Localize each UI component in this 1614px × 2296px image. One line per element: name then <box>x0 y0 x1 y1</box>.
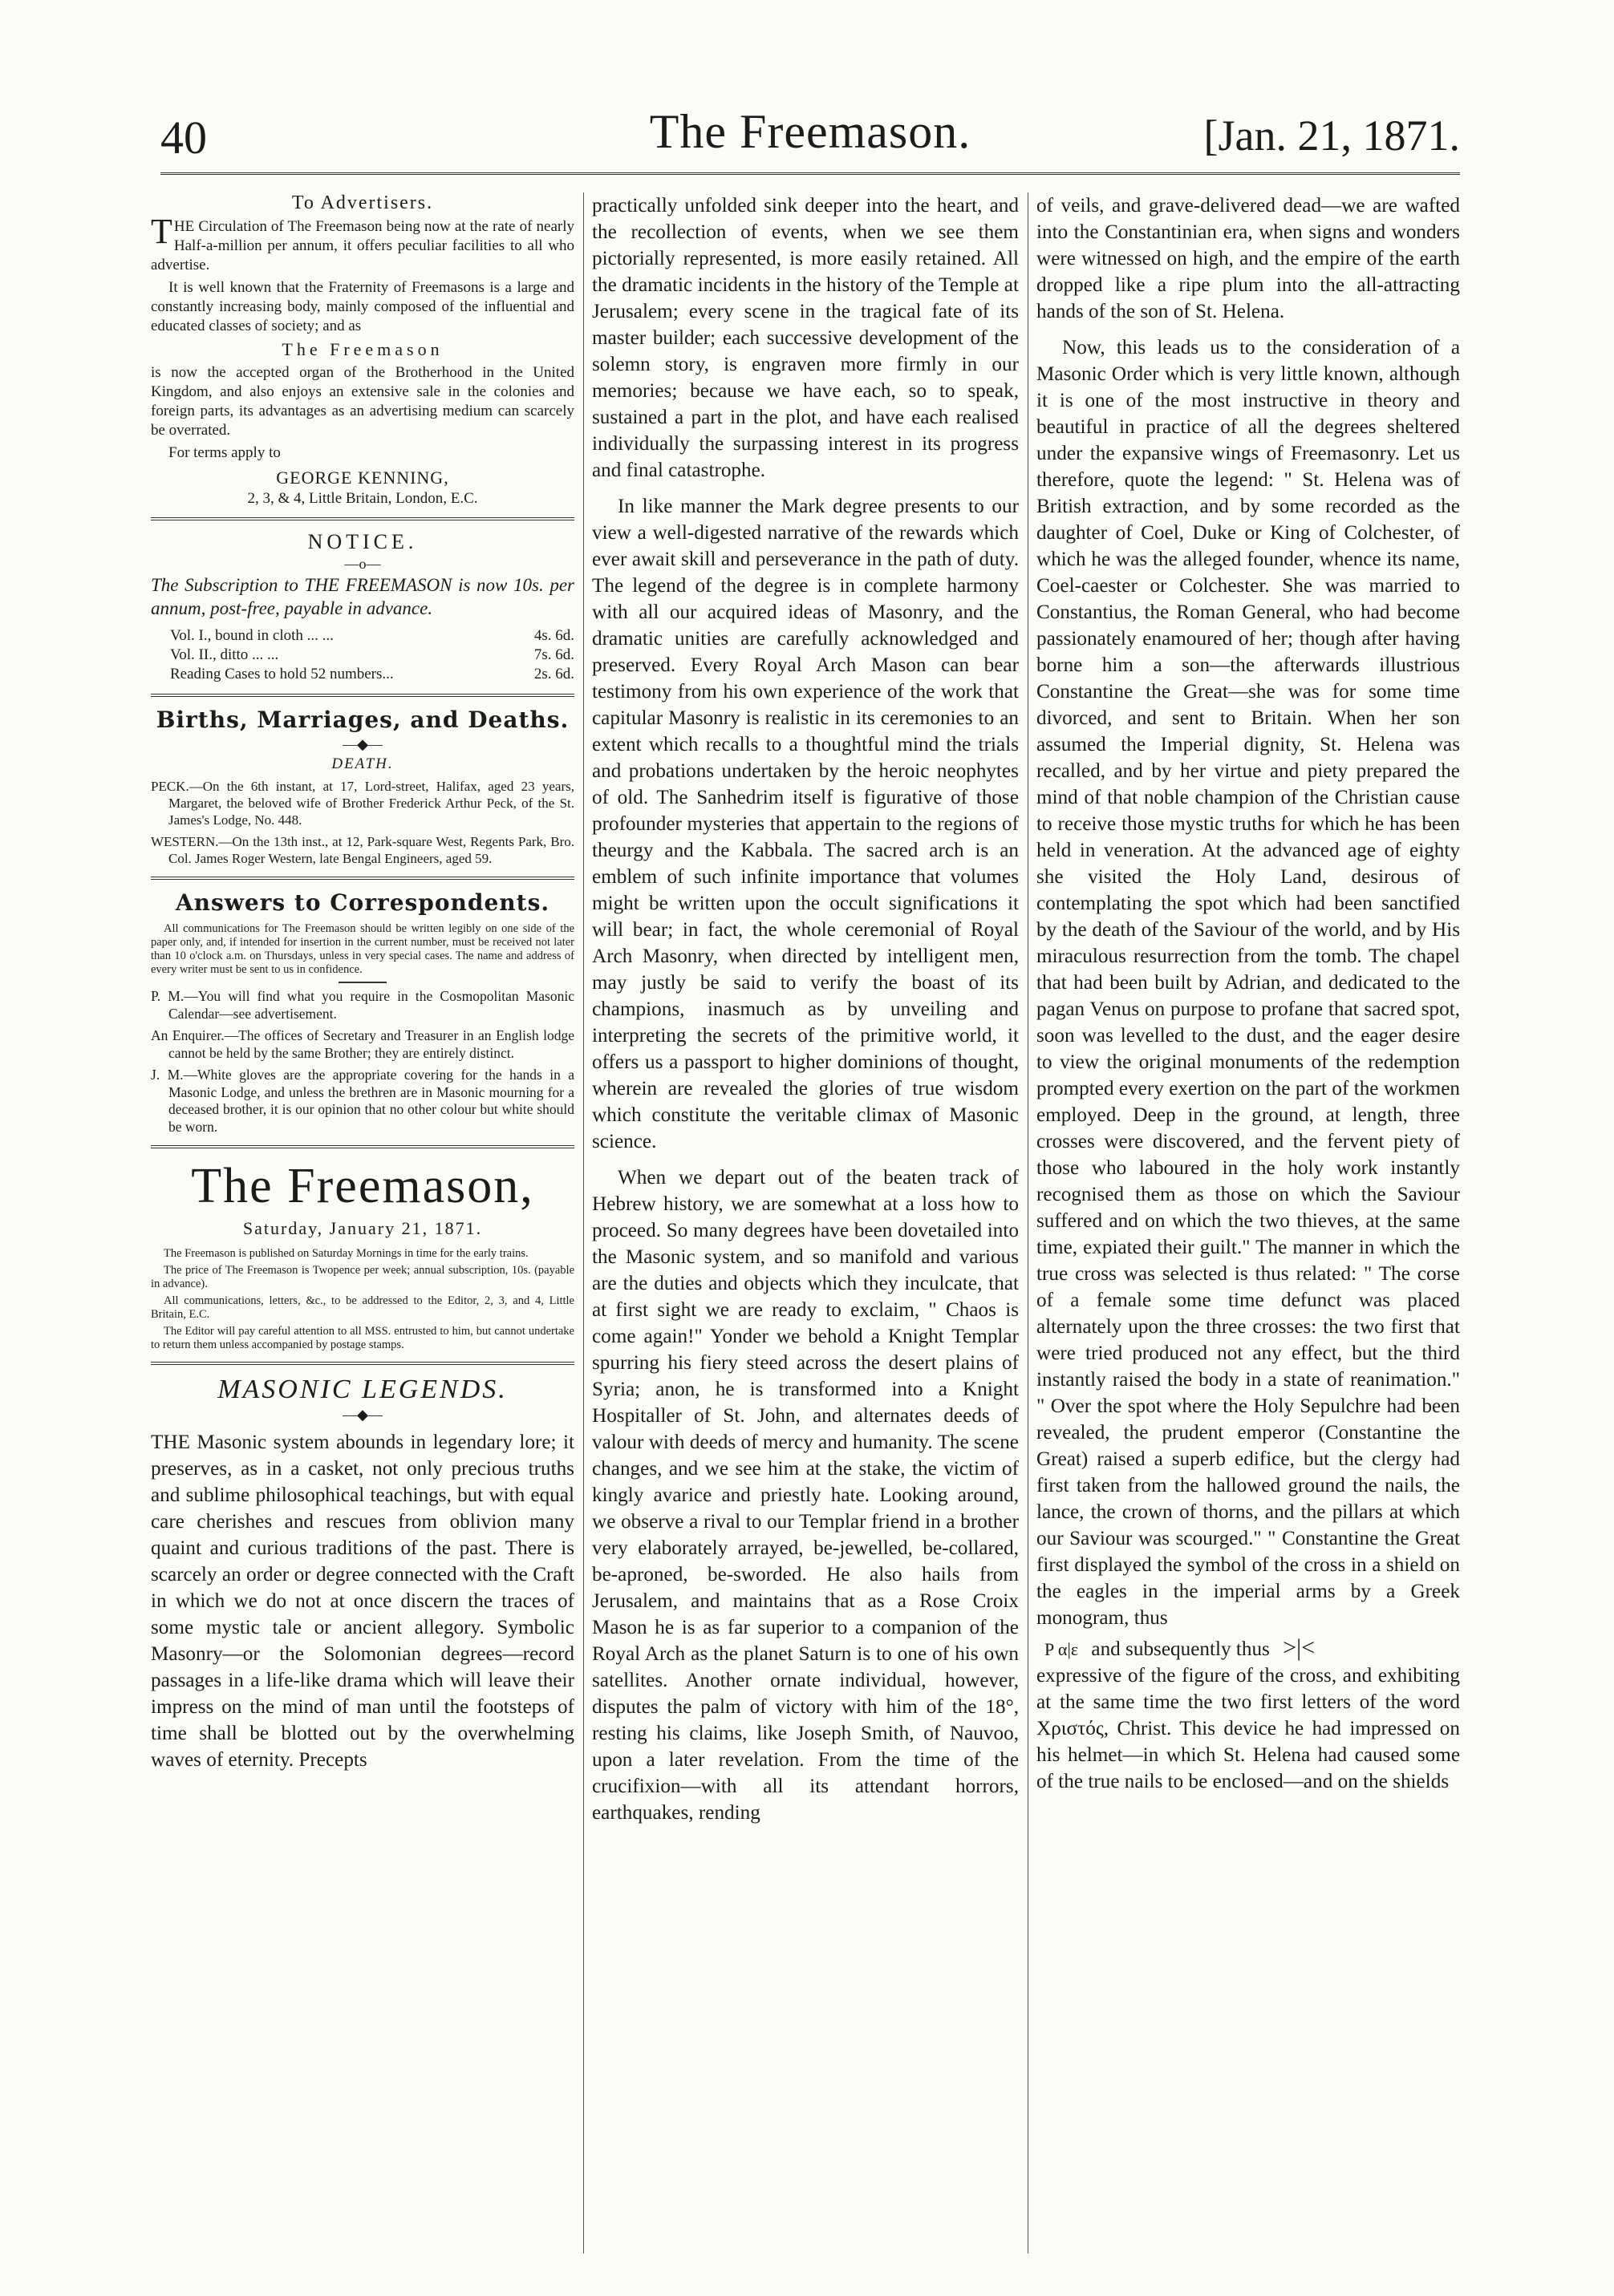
death-notice: WESTERN.—On the 13th inst., at 12, Park-square West, Regents Park, Bro. Col. James Roger Western, late Bengal Engineers, aged 59. <box>151 834 574 866</box>
answers-title: Answers to Correspondents. <box>175 889 550 916</box>
masthead <box>160 104 1460 168</box>
price-label: Vol. I., bound in cloth ... ... <box>170 627 334 644</box>
masthead-date: [Jan. 21, 1871. <box>1203 111 1460 160</box>
notice-ornament: —o— <box>344 556 381 572</box>
paper-note: The Freemason is published on Saturday Mornings in time for the early trains. <box>164 1247 529 1260</box>
births-ornament: —◆— <box>343 736 383 752</box>
column-3 <box>1036 192 1460 1795</box>
paper-section <box>151 1158 574 1352</box>
chi-rho-monogram-1: P α|ε <box>1044 1639 1079 1659</box>
answers-intro: All communications for The Freemason should be written legibly on one side of the paper only, and, if intended for insertion in the current number, must be received not later than 10 o'clock a.m. on Thursdays, unless in very special cases. The name and address of every writer must be sent to us in confidence. <box>151 922 574 976</box>
death-notice: PECK.—On the 6th instant, at 17, Lord-street, Halifax, aged 23 years, Margaret, the beloved wife of Brother Frederick Arthur Peck, of the St. James's Lodge, No. 448. <box>151 779 574 828</box>
section-rule <box>151 1362 574 1365</box>
advertisers-freemason-name: The Freemason <box>282 339 444 359</box>
advertisers-title: To Advertisers. <box>291 192 434 213</box>
page-number: 40 <box>160 111 207 164</box>
article-paragraph: of veils, and grave-delivered dead—we are wafted into the Constantinian era, when signs and wonders were witnessed on high, and the empire of the earth dropped like a ripe plum into the all-attracting hands of the son of St. Helena. <box>1036 195 1460 322</box>
births-section <box>151 707 574 867</box>
price-label: Reading Cases to hold 52 numbers... <box>170 666 394 682</box>
column-1 <box>151 192 574 1773</box>
advertisers-section <box>151 192 574 508</box>
price-value: 4s. 6d. <box>533 627 574 644</box>
paper-note: All communications, letters, &c., to be addressed to the Editor, 2, 3, and 4, Little Britain, E.C. <box>151 1294 574 1321</box>
monogram-line <box>1036 1634 1460 1662</box>
notice-section <box>151 530 574 684</box>
advertisers-contact: GEORGE KENNING, <box>276 468 449 488</box>
price-value: 2s. 6d. <box>533 666 574 682</box>
answer-entry: P. M.—You will find what you require in the Cosmopolitan Masonic Calendar—see advertisement. <box>151 988 574 1022</box>
subscription-prices <box>151 626 574 684</box>
subscription-text: The Subscription to THE FREEMASON is now 10s. per annum, post-free, payable in advance. <box>151 575 574 618</box>
section-rule <box>151 694 574 697</box>
price-label: Vol. II., ditto ... ... <box>170 646 279 663</box>
notice-title: NOTICE. <box>307 530 418 553</box>
column-divider <box>583 192 584 2253</box>
paper-title: The Freemason, <box>191 1159 534 1213</box>
advertisers-paragraph: It is well known that the Fraternity of Freemasons is a large and constantly increasing body, mainly composed of the influential and educated classes of society; and as <box>151 279 574 334</box>
section-rule <box>151 1145 574 1148</box>
advertisers-paragraph: For terms apply to <box>168 444 281 461</box>
legends-section <box>151 1375 574 1773</box>
births-title: Births, Marriages, and Deaths. <box>156 707 570 733</box>
article-paragraph: Now, this leads us to the consideration of a Masonic Order which is very little known, although it is one of the most instructive in theory and beautiful in practice of all the degrees sheltered under the expansive wings of Freemasonry. Let us therefore, quote the legend: " St. Helena was of British extraction, and by some recorded as the daughter of Coel, Duke or King of Colchester, of which he was the alleged founder, whence its name, Coel-caester or Colchester. She was married to Constantius, the Roman General, who had become passionately enamoured of her; though after having borne him a son—the afterwards illustrious Constantine the Great—she was for some time divorced, and sent to Britain. When her son assumed the Imperial dignity, St. Helena was recalled, and by her virtue and piety prepared the mind of that noble champion of the Christian cause to receive those mystic truths for which he has been held in veneration. At the advanced age of eighty she visited the Holy Land, desirous of contemplating the spot which had been sanctified by the death of the Saviour of the world, and by His miraculous resurrection from the tomb. The chapel that had been built by Adrian, and dedicated to the pagan Venus on purpose to profane that sacred spot, soon was levelled to the dust, and the eager desire to view the original monuments of the redemption prompted every exertion on the part of the workmen employed. Deep in the ground, at length, three crosses were discovered, and the fervent piety of those who laboured in the holy work instantly recognised them as those on which the Saviour suffered and on which the two thieves, at the same time, expiated their guilt." The manner in which the true cross was selected is thus related: " The corse of a female some time defunct was placed alternately upon the three crosses: the two first that were tried produced not any effect, but the third instantly raised the body in a state of reanimation." " Over the spot where the Holy Sepulchre had been revealed, the prudent emperor (Constantine the Great) raised a superb edifice, but the clergy had first taken from the hallowed ground the nails, the lance, the crown of thorns, and the pillars at which our Saviour was scourged." " Constantine the Great first displayed the symbol of the cross in a shield on the eagles in the imperial arms by a Greek monogram, thus <box>1036 337 1460 1629</box>
answers-section <box>151 889 574 1136</box>
paper-note: The Editor will pay careful attention to all MSS. entrusted to him, but cannot undertake to return them unless accompanied by postage stamps. <box>151 1325 574 1351</box>
column-2 <box>592 192 1019 1826</box>
price-row <box>151 646 574 665</box>
legends-ornament: —◆— <box>343 1407 383 1423</box>
advertisers-address: 2, 3, & 4, Little Britain, London, E.C. <box>247 490 478 507</box>
article-paragraph: practically unfolded sink deeper into the heart, and the recollection of events, when we see them pictorially represented, is more easily retained. All the dramatic incidents in the history of the Temple at Jerusalem; every scene in the tragical fate of its master builder; each successive development of the solemn story, is engraven more firmly in our memories; because we have each, so to speak, sustained a part in the plot, and have each realised individually the surpassing interest in its progress and final catastrophe. <box>592 195 1019 481</box>
masthead-title: The Freemason. <box>649 105 971 158</box>
advertisers-paragraph: is now the accepted organ of the Brotherhood in the United Kingdom, and also enjoys an extensive sale in the colonies and foreign parts, its advantages as an advertising medium can scarcely be overrated. <box>151 364 574 439</box>
monogram-connector: and subsequently thus <box>1091 1638 1270 1660</box>
section-rule <box>151 877 574 880</box>
short-rule <box>339 982 387 983</box>
legends-title: MASONIC LEGENDS. <box>217 1375 508 1404</box>
article-paragraph: When we depart out of the beaten track of Hebrew history, we are somewhat at a loss how to proceed. So many degrees have been dovetailed into the Masonic system, and so manifold and various are the duties and objects which they inculcate, that at first sight we are ready to exclaim, " Chaos is come again!" Yonder we behold a Knight Templar spurring his fiery steed across the desert plains of Syria; anon, he is transformed into a Knight Hospitaller of St. John, and alternates deeds of valour with deeds of mercy and humanity. The scene changes, and we see him at the stake, the victim of kingly avarice and priestly hate. Looking around, we observe a rival to our Templar friend in a brother very elaborately arrayed, be-jewelled, be-collared, be-aproned, be-sworded. He also hails from Jerusalem, and maintains that as a Rose Croix Mason he is as far superior to a companion of the Royal Arch as the planet Saturn is to one of his own satellites. Another ornate individual, however, disputes the palm of victory with him of the 18°, resting his claims, like Joseph Smith, of Nauvoo, upon a later revelation. From the time of the crucifixion—with all its attendant horrors, earthquakes, rending <box>592 1167 1019 1824</box>
masthead-rule <box>160 172 1460 175</box>
section-rule <box>151 517 574 520</box>
paper-note: The price of The Freemason is Twopence per week; annual subscription, 10s. (payable in advance). <box>151 1264 574 1290</box>
births-subtitle: DEATH. <box>331 755 394 772</box>
answer-entry: J. M.—White gloves are the appropriate covering for the hands in a Masonic Lodge, and unless the brethren are in Masonic mourning for a deceased brother, it is our opinion that no other colour but white should be worn. <box>151 1067 574 1135</box>
price-row <box>151 626 574 646</box>
article-paragraph: In like manner the Mark degree presents to our view a well-digested narrative of the rewards which ever await skill and perseverance in the path of duty. The legend of the degree is in complete harmony with all our acquired ideas of Masonry, and the dramatic unities are carefully acknowledged and preserved. Every Royal Arch Mason can bear testimony from his own experience of the work that capitular Masonry is realistic in its ceremonies to an extent which recalls to a thoughtful mind the trials and probations undertaken by the heroic neophytes of old. The Sanhedrim itself is figurative of those profounder mysteries that appertain to the regions of theurgy and the Kabbala. The sacred arch is an emblem of such infinite importance that volumes might be written upon the occult significations it will bear; in fact, the whole ceremonial of Royal Arch Masonry, when directed by intelligent men, may justly be said to verify the boast of its champions, inasmuch as by unveiling and interpreting the secrets of the primitive world, it offers us a passport to higher dominions of thought, wherein are revealed the glories of true wisdom which constitute the veritable climax of Masonic science. <box>592 496 1019 1152</box>
price-row <box>151 665 574 684</box>
paper-dateline: Saturday, January 21, 1871. <box>242 1218 483 1238</box>
advertisers-paragraph: THE Circulation of The Freemason being now at the rate of nearly Half-a-million per annum, it offers peculiar facilities to all who advertise. <box>151 212 574 273</box>
article-paragraph: THE Masonic system abounds in legendary lore; it preserves, as in a casket, not only precious truths and sublime philosophical teachings, but with equal care cherishes and rescues from oblivion many quaint and curious traditions of the past. There is scarcely an order or degree connected with the Craft in which we do not at once discern the traces of some mystic tale or ancient allegory. Symbolic Masonry—or the Solomonian degrees—record passages in a life-like drama which will leave their impress on the mind of man until the footsteps of time shall be blotted out by the overwhelming waves of eternity. Precepts <box>151 1431 574 1771</box>
chi-rho-monogram-2: >|< <box>1283 1634 1316 1661</box>
article-paragraph: expressive of the figure of the cross, and exhibiting at the same time the two first letters of the word Χριστός, Christ. This device he had impressed on his helmet—in which St. Helena had caused some of the true nails to be enclosed—and on the shields <box>1036 1665 1460 1792</box>
price-value: 7s. 6d. <box>533 646 574 663</box>
answer-entry: An Enquirer.—The offices of Secretary and Treasurer in an English lodge cannot be held by the same Brother; they are entirely distinct. <box>151 1027 574 1061</box>
